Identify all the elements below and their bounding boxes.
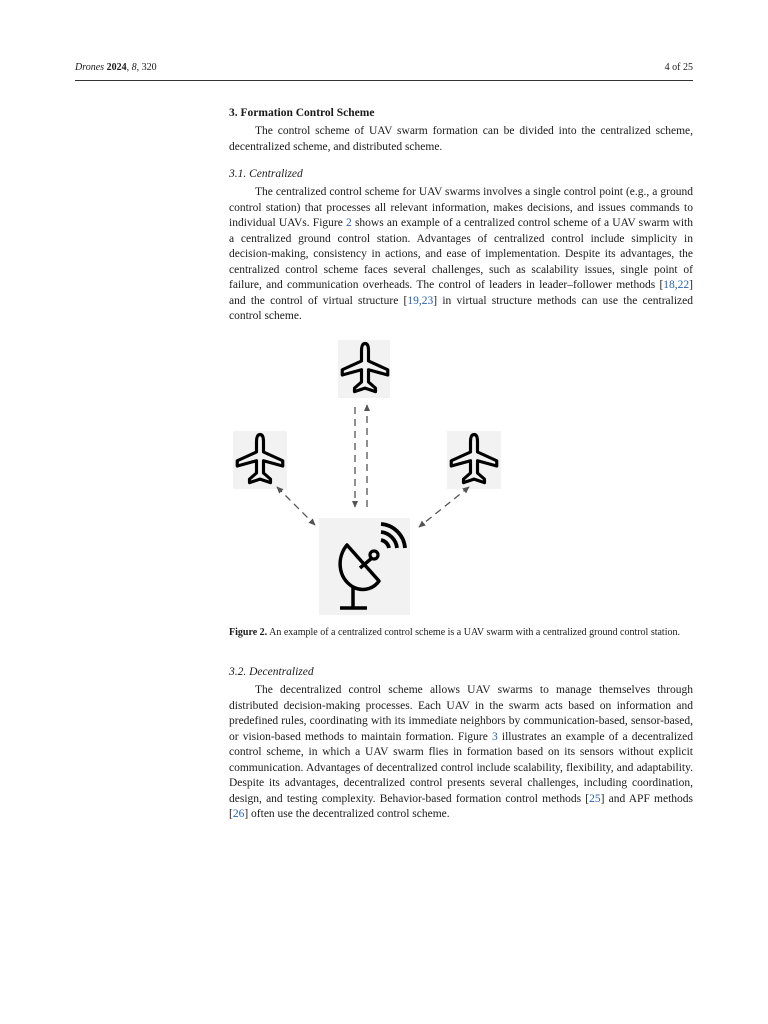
decentralized-paragraph (229, 683, 693, 823)
citation-link[interactable]: 18,22 (663, 279, 690, 291)
text-segment: ] and the control of virtual structure [ (229, 279, 693, 307)
text-segment: ] often use the decentralized control scheme. (244, 808, 450, 820)
journal-citation: Drones 2024, 8, 320 (75, 62, 157, 73)
figure-link[interactable]: 3 (492, 730, 498, 743)
centralized-paragraph (229, 185, 693, 325)
citation-link[interactable]: 19,23 (407, 294, 434, 307)
figure-2 (229, 335, 693, 620)
citation-link[interactable]: 26 (232, 808, 245, 820)
subsection-title-centralized: 3.1. Centralized (229, 168, 303, 180)
figure-label: Figure 2. (229, 627, 268, 638)
text-segment: illustrates an example of a decentralized control scheme, in which a UAV swarm flies in formation based on its sensors without explicit communication. Advantages of decentralized control include scalability, flexibility, and adaptability. Despite its advantages, decentralized control presents several challenges, including coordination, design, and testing complexity. Behavior-based formation control methods [ (229, 730, 693, 805)
text-segment: The centralized control scheme for UAV swarms involves a single control point (e.g., a ground control station) that processes all relevant information, makes decisions, and issues commands to individual UAVs. Figure (229, 186, 693, 229)
page-number: 4 of 25 (664, 62, 693, 73)
figure-link[interactable]: 2 (346, 217, 352, 229)
caption-text: An example of a centralized control scheme is a UAV swarm with a centralized ground control station. (267, 627, 680, 638)
subsection-decentralized (229, 666, 693, 823)
article-number: 320 (141, 62, 157, 73)
airplane-icon (233, 431, 287, 489)
section-3 (229, 107, 693, 155)
link-arrows (277, 405, 469, 527)
journal-volume: 8 (131, 62, 137, 73)
subsection-title-decentralized: 3.2. Decentralized (229, 666, 314, 678)
subsection-centralized (229, 168, 693, 325)
section-title: 3. Formation Control Scheme (229, 107, 375, 119)
airplane-icon (447, 431, 501, 489)
text-segment: ] in virtual structure methods can use the centralized control scheme. (229, 294, 693, 322)
text-segment: ] and APF methods [ (229, 792, 693, 820)
journal-year: 2024 (106, 62, 127, 73)
figure-diagram (229, 335, 693, 620)
section-intro: The control scheme of UAV swarm formation can be divided into the centralized scheme, decentralized scheme, and distributed scheme. (229, 125, 693, 153)
page-header (75, 60, 693, 81)
figure-2-caption (229, 625, 693, 640)
text-segment: shows an example of a centralized control scheme of a UAV swarm with a centralized ground control station. Advantages of centralized control include simplicity in decision-making, consistency in actions, and ease of implementation. Despite its advantages, the centralized control scheme faces several challenges, such as scalability issues, single point of failure, and communication overheads. The control of leaders in leader–follower methods [ (229, 217, 693, 291)
citation-link[interactable]: 25 (589, 792, 601, 805)
airplane-icon (338, 340, 390, 398)
text-segment: The decentralized control scheme allows UAV swarms to manage themselves through distributed decision-making processes. Each UAV in the swarm acts based on information and predefined rules, coordinating with its immediate neighbors by communication-based, sensor-based, or vision-based methods to maintain formation. Figure (229, 684, 693, 743)
satellite-dish-icon (319, 518, 410, 615)
journal-name: Drones (75, 62, 105, 73)
